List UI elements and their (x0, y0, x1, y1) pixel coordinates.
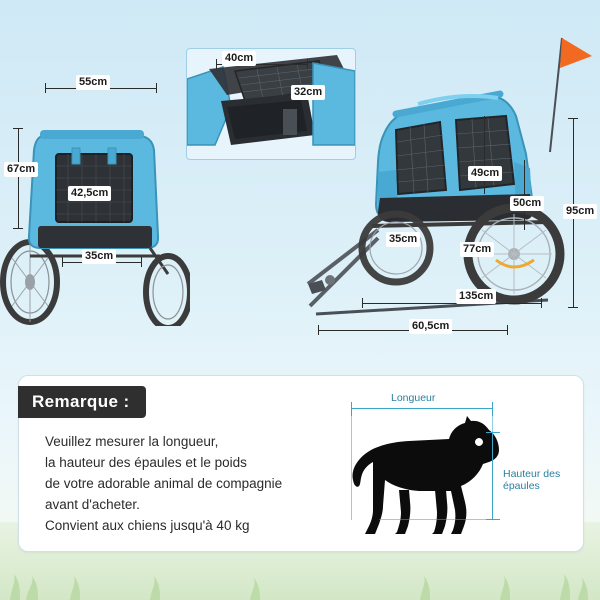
dog-length-line (351, 408, 493, 409)
label-hitch-length: 60,5cm (409, 319, 452, 334)
label-floor-width: 35cm (386, 232, 420, 247)
tick (45, 83, 46, 93)
label-window-height: 42,5cm (68, 186, 111, 201)
dog-silhouette-icon (339, 414, 529, 540)
remark-line-1: Veuillez mesurer la longueur, (45, 434, 219, 449)
dog-shoulder-label (503, 468, 567, 492)
label-cabin-depth: 50cm (510, 196, 544, 211)
label-width-bottom: 35cm (82, 249, 116, 264)
tick (141, 257, 142, 267)
dog-shoulder-label-line1: Hauteur des (503, 468, 561, 480)
dog-shoulder-tick-top (486, 432, 500, 433)
dog-length-guide-left (351, 408, 352, 520)
dim-line-height-side (18, 128, 19, 228)
dog-shoulder-line (492, 432, 493, 520)
tick (156, 83, 157, 93)
label-inset-width: 40cm (222, 51, 256, 66)
tick (13, 128, 23, 129)
dim-line-total-length (362, 303, 542, 304)
dim-line-cabin-height (484, 116, 485, 194)
tick (568, 118, 578, 119)
dog-shoulder-label-line2: épaules (503, 480, 540, 492)
remark-line-4: avant d'acheter. (45, 497, 140, 512)
remark-title: Remarque : (18, 386, 146, 418)
tick (507, 325, 508, 335)
label-floor-length: 77cm (460, 242, 494, 257)
dog-length-label: Longueur (391, 392, 436, 404)
tick (62, 257, 63, 267)
front-view-illustration (0, 96, 190, 326)
remark-line-5: Convient aux chiens jusqu'à 40 kg (45, 518, 250, 533)
remark-box (18, 375, 584, 552)
label-width-top: 55cm (76, 75, 110, 90)
tick (13, 228, 23, 229)
remark-text (45, 431, 335, 536)
tick (318, 325, 319, 335)
dim-line-cabin-depth (524, 160, 525, 230)
dog-measurement-diagram (339, 390, 569, 540)
label-inset-depth: 32cm (291, 85, 325, 100)
remark-line-2: la hauteur des épaules et le poids (45, 455, 247, 470)
tick (568, 307, 578, 308)
label-total-height: 95cm (563, 204, 597, 219)
label-cabin-height: 49cm (468, 166, 502, 181)
tick (541, 298, 542, 308)
label-height-side: 67cm (4, 162, 38, 177)
remark-line-3: de votre adorable animal de compagnie (45, 476, 283, 491)
tick (216, 59, 217, 69)
tick (362, 298, 363, 308)
grass-decoration (0, 554, 600, 600)
dog-baseline-guide (379, 519, 494, 520)
label-total-length: 135cm (456, 289, 496, 304)
